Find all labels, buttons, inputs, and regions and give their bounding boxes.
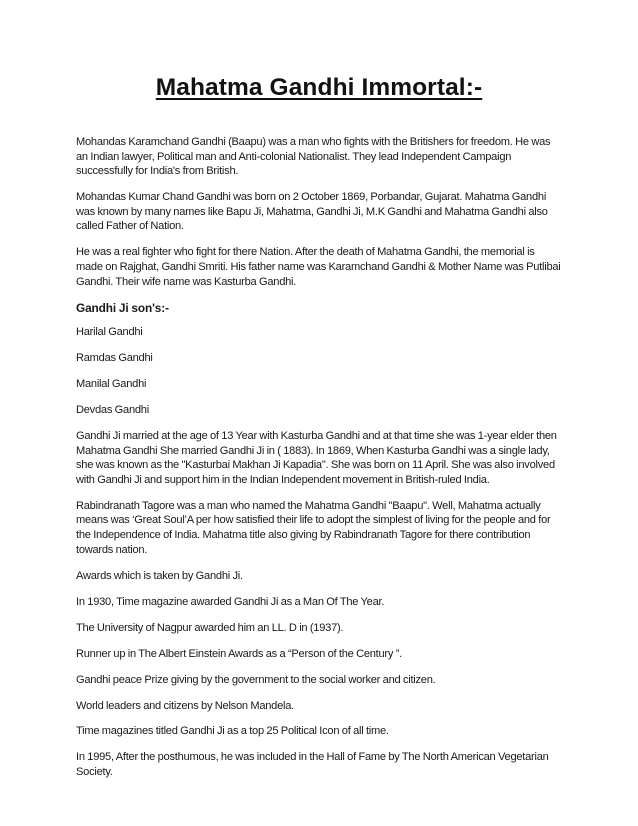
paragraph-tagore: Rabindranath Tagore was a man who named the Mahatma Gandhi "Baapu". Well, Mahatma actually means was ‘Great Soul’A per how satisfied their life to adopt the simplest of living for the people and for the Independence of India. Mahatma title also giving by Rabindranath Tagore for there contribution towards nation. (76, 499, 551, 556)
award-item: World leaders and citizens by Nelson Mandela. (76, 699, 294, 712)
paragraph-marriage: Gandhi Ji married at the age of 13 Year with Kasturba Gandhi and at that time she was 1-year elder then Mahatma Gandhi She married Gandhi Ji in ( 1883). In 1869, When Kasturba Gandhi was a single lady, she was known as the "Kasturbai Makhan Ji Kapadia". She was born on 11 April. She was also involved with Gandhi Ji and support him in the Indian Independent movement in British-ruled India. (76, 430, 557, 486)
son-item: Manilal Gandhi (76, 378, 147, 391)
son-item: Ramdas Gandhi (76, 352, 153, 365)
son-item: Harilal Gandhi (76, 326, 143, 339)
son-item: Devdas Gandhi (76, 404, 149, 417)
page-title: Mahatma Gandhi Immortal:- (155, 74, 483, 101)
award-item: The University of Nagpur awarded him an LL. D in (1937). (76, 621, 344, 634)
paragraph-birth: Mohandas Kumar Chand Gandhi was born on 2 October 1869, Porbandar, Gujarat. Mahatma Gandhi was known by many names like Bapu Ji, Mahatma, Gandhi Ji, M.K Gandhi and Mahatma Gandhi also called Father of Nation. (76, 191, 548, 233)
award-item: Time magazines titled Gandhi Ji as a top 25 Political Icon of all time. (76, 725, 389, 738)
sons-heading: Gandhi Ji son's:- (76, 300, 169, 315)
paragraph-family: He was a real fighter who fight for there Nation. After the death of Mahatma Gandhi, the memorial is made on Rajghat, Gandhi Smriti. His father name was Karamchand Gandhi & Mother Name was Putlibai Gandhi. Their wife name was Kasturba Gandhi. (76, 246, 561, 288)
award-item: Runner up in The Albert Einstein Awards as a “Person of the Century ”. (76, 647, 402, 660)
awards-intro: Awards which is taken by Gandhi Ji. (76, 569, 243, 582)
award-item: In 1995, After the posthumous, he was included in the Hall of Fame by The North American Vegetarian Society. (76, 751, 549, 779)
award-item: Gandhi peace Prize giving by the government to the social worker and citizen. (76, 673, 436, 686)
award-item: In 1930, Time magazine awarded Gandhi Ji as a Man Of The Year. (76, 595, 385, 608)
document-body (76, 135, 562, 780)
paragraph-intro: Mohandas Karamchand Gandhi (Baapu) was a man who fights with the Britishers for freedom. He was an Indian lawyer, Political man and Anti-colonial Nationalist. They lead Independent Campaign successfully for India's from British. (76, 136, 551, 178)
